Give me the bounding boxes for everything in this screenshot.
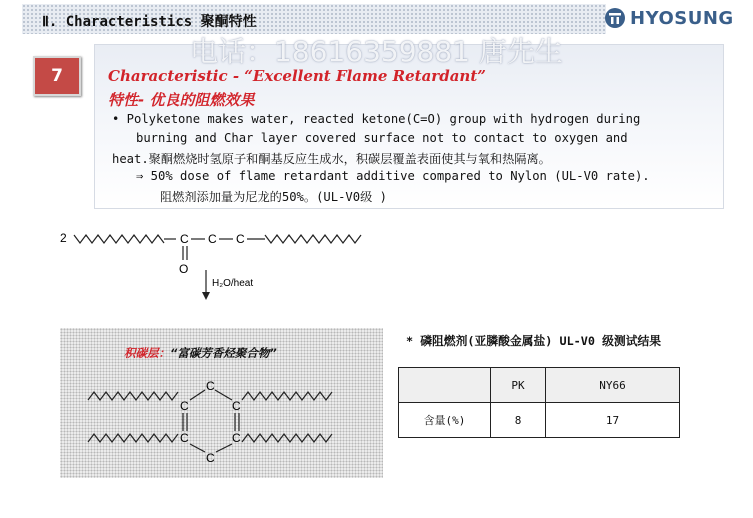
- coefficient-label: 2: [60, 231, 67, 245]
- table-cell: 8: [491, 403, 546, 438]
- body-line-5: 阻燃剂添加量为尼龙的50%。(UL-V0级 ): [160, 190, 387, 204]
- table-row: [399, 403, 680, 438]
- ring-atom-upper-right: C: [232, 399, 241, 413]
- header-cell: [399, 368, 491, 403]
- ring-atom-top: C: [206, 379, 215, 393]
- watermark-text: 电话：18616359881 唐先生: [190, 35, 563, 68]
- slide-title-cn: 特性- 优良的阻燃效果: [108, 91, 255, 109]
- body-line-4: ⇒ 50% dose of flame retardant additive compared to Nylon (UL-V0 rate).: [136, 169, 650, 183]
- reaction-arrow-head: [202, 292, 210, 300]
- atom-c-1: C: [180, 232, 189, 246]
- ring-bond-2: [215, 390, 232, 400]
- reaction-condition: H₂O/heat: [212, 278, 254, 289]
- chain-lower-right: [242, 434, 332, 442]
- ring-atom-bottom: C: [206, 451, 215, 465]
- slide-title-en: Characteristic - “Excellent Flame Retardant”: [108, 67, 486, 85]
- ring-atom-lower-left: C: [180, 431, 189, 445]
- header-cell: NY66: [546, 368, 680, 403]
- chain-lower-left: [88, 434, 178, 442]
- body-line-2: burning and Char layer covered surface not to contact to oxygen and: [136, 131, 628, 145]
- atom-o: O: [179, 262, 189, 276]
- char-layer-label-red: 积碳层：: [124, 346, 170, 360]
- table-header-row: [399, 368, 680, 403]
- test-results-title: * 磷阻燃剂(亚膦酸金属盐) UL-V0 级测试结果: [406, 334, 662, 348]
- chain-right: [265, 235, 361, 243]
- header-cell: PK: [491, 368, 546, 403]
- ring-bond-1: [190, 390, 205, 400]
- logo-text: HYOSUNG: [630, 7, 734, 29]
- char-layer-label-black: “富碳芳香烃聚合物”: [170, 346, 277, 360]
- hyosung-logo-icon: [604, 7, 626, 29]
- ring-atom-lower-right: C: [232, 431, 241, 445]
- atom-c-3: C: [236, 232, 245, 246]
- header-title: Ⅱ. Characteristics 聚酮特性: [42, 14, 257, 30]
- char-layer-label: [124, 345, 277, 361]
- chain-upper-right: [242, 392, 332, 400]
- ul-v0-results-table: [398, 367, 680, 438]
- chain-left: [74, 235, 164, 243]
- hyosung-logo: [604, 6, 734, 30]
- body-line-1: • Polyketone makes water, reacted ketone(C=O) group with hydrogen during: [112, 112, 641, 126]
- slide-number-badge: 7: [33, 56, 81, 96]
- ring-atom-upper-left: C: [180, 399, 189, 413]
- table-cell: 含量(%): [399, 403, 491, 438]
- atom-c-2: C: [208, 232, 217, 246]
- polyketone-structure: [58, 222, 378, 304]
- ring-bond-6: [216, 444, 232, 452]
- ring-bond-5: [190, 444, 205, 452]
- body-line-3: heat.聚酮燃烧时氢原子和酮基反应生成水，积碳层覆盖表面使其与氧和热隔离。: [112, 152, 551, 166]
- chain-upper-left: [88, 392, 178, 400]
- aromatic-char-structure: [82, 372, 382, 467]
- table-cell: 17: [546, 403, 680, 438]
